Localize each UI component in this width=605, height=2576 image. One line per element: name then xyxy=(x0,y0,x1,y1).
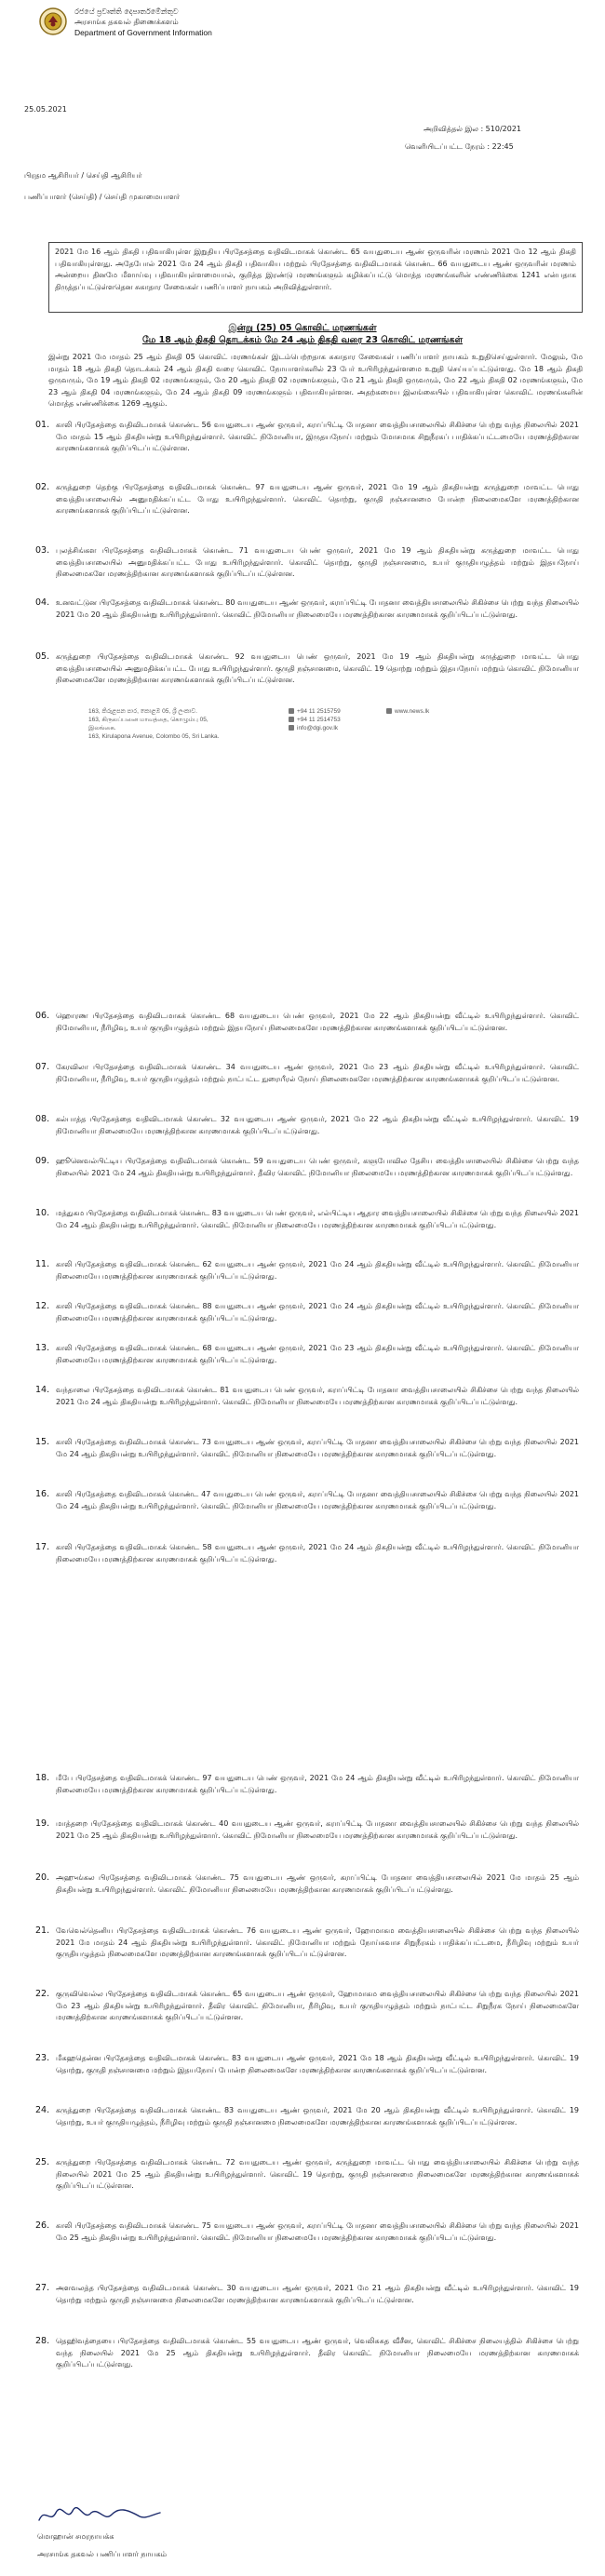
item-number: 17. xyxy=(35,1542,50,1552)
item-number: 23. xyxy=(35,2053,50,2063)
correction-notice-text: 2021 மே 16 ஆம் திகதி பதிவாகியுள்ள இறுதிய பிரதேசத்தை வதிவிடமாகக் கொண்ட 65 வயதுடைய ஆண் ஒருவரின் மரணம் 2021 மே 12 ஆம் திகதி பதிவாகியுள்ளது. அதேபோல் 2021 மே 24 ஆம் திகதி பதிவாகிய மற்றும் பிரதேசத்தை வதிவிடமாகக் கொண்ட 66 வயதுடைய ஆண் ஒருவரின் மரணம் அன்றைய தினமே மீளாய்வு பதிவாகியுள்ளமையால், குறித்த இரண்டு மரணங்களும் கழிக்கப்பட்டு மொத்த மரணங்களின் எண்ணிக்கை 1241 என்பதாக திருத்தப்பட்டுள்ளதென சுகாதார சேவைகள் பணிப்பாளர் நாயகம் அறிவித்துள்ளார். xyxy=(55,248,576,291)
item-text: வேவெல்தெனிய பிரதேசத்தை வதிவிடமாகக் கொண்ட 76 வயதுடைய ஆண் ஒருவர், ஹோமாகம வைத்தியசாலையில் சிகிச்சை பெற்று வந்த நிலையில் 2021 மே மாதம் 24 ஆம் திகதியன்று உயிரிழந்துள்ளார். கொவிட் நிமோனியா மற்றும் நோய்சுவாச சிறுநீரகம் பாதிக்கப்பட்டமை, நீரிழிவு மற்றும் உயர் குருதியழுத்தம் நிலைமைகளே மரணத்திற்கான காரணங்களாகக் குறிப்பிடப்பட்டுள்ளன. xyxy=(56,1926,579,1958)
item-number: 21. xyxy=(35,1925,50,1936)
item-text: காலி பிரதேசத்தை வதிவிடமாகக் கொண்ட 73 வயதுடைய ஆண் ஒருவர், கராப்பிட்டி போதனா வைத்தியசாலையில் சிகிச்சை பெற்று வந்த நிலையில் 2021 மே 24 ஆம் திகதியன்று உயிரிழந்துள்ளார். கொவிட் நிமோனியா நிலைமையே மரணத்திற்கான காரணமாகக் குறிப்பிடப்பட்டுள்ளது. xyxy=(56,1438,579,1458)
footer-address-tamil: 163, கிருலப்பனை மாவத்தை, கொழும்பு 05, இலங்கை. xyxy=(88,717,208,731)
item-text: காலி பிரதேசத்தை வதிவிடமாகக் கொண்ட 56 வயதுடைய ஆண் ஒருவர், கராப்பிட்டி போதனா வைத்தியசாலையில் சிகிச்சை பெற்று வந்த நிலையில் 2021 மே மாதம் 15 ஆம் திகதியன்று உயிரிழந்துள்ளார். கொவிட் நிமோனியா, இருதயநோய் மற்றும் மோசமாக சிறுநீரகப் பாதிக்கப்பட்டமையே மரணத்திற்கான காரணங்களாகக் குறிப்பிடப்பட்டுள்ளன. xyxy=(56,421,579,452)
signatory-name: மொஹான் சமரநாயக்க xyxy=(37,2532,114,2541)
heading-today-deaths: இன்று (25) 05 கொவிட் மரணங்கள் xyxy=(228,323,377,333)
item-number: 24. xyxy=(35,2105,50,2115)
item-number: 14. xyxy=(35,1385,50,1395)
item-number: 06. xyxy=(35,1011,50,1021)
item-text: மாத்தறை பிரதேசத்தை வதிவிடமாகக் கொண்ட 40 வயதுடைய ஆண் ஒருவர், கராப்பிட்டி போதனா வைத்தியசாலையில் சிகிச்சை பெற்று வந்த நிலையில் 2021 மே 25 ஆம் திகதியன்று உயிரிழந்துள்ளார். கொவிட் நிமோனியா நிலைமையே மரணத்திற்கான காரணமாகக் குறிப்பிடப்பட்டுள்ளது. xyxy=(56,1819,579,1840)
item-text: கருத்துறை பிரதேசத்தை வதிவிடமாகக் கொண்ட 83 வயதுடைய ஆண் ஒருவர், 2021 மே 20 ஆம் திகதியன்று வீட்டில் உயிரிழந்துள்ளார். கொவிட் 19 தொற்று, உயர் குருதியழுத்தம், நீரிழிவு மற்றும் குருதி நஞ்சானமை நிலைமைகளே மரணத்திற்கான காரணங்களாகக் குறிப்பிடப்பட்டுள்ளன. xyxy=(56,2106,579,2127)
item-text: மீபே பிரதேசத்தை வதிவிடமாகக் கொண்ட 97 வயதுடைய பெண் ஒருவர், 2021 மே 24 ஆம் திகதியன்று வீட்டில் உயிரிழந்துள்ளார். கொவிட் நிமோனியா நிலைமையே மரணத்திற்கான காரணமாகக் குறிப்பிடப்பட்டுள்ளது. xyxy=(56,1774,579,1794)
item-number: 09. xyxy=(35,1156,50,1166)
item-number: 01. xyxy=(35,420,50,430)
item-number: 07. xyxy=(35,1062,50,1072)
item-text: அளவலத்த பிரதேசத்தை வதிவிடமாகக் கொண்ட 30 வயதுடைய ஆண் ஒருவர், 2021 மே 21 ஆம் திகதியன்று வீட்டில் உயிரிழந்துள்ளார். கொவிட் 19 தொற்று மற்றும் குருதி நஞ்சானமை நிலைமைகளே மரணத்திற்கான காரணங்களாகக் குறிப்பிடப்பட்டுள்ளன. xyxy=(56,2284,579,2304)
item-number: 22. xyxy=(35,1989,50,1999)
item-number: 26. xyxy=(35,2220,50,2231)
item-text: குருவிவெல்ல பிரதேசத்தை வதிவிடமாகக் கொண்ட 65 வயதுடைய ஆண் ஒருவர், ஹோமாகம வைத்தியசாலையில் சிகிச்சை பெற்று வந்த நிலையில் 2021 மே 23 ஆம் திகதியன்று உயிரிழந்துள்ளார். தீவிர கொவிட் நிமோனியா, நீரிழிவு, உயர் குருதியழுத்தம் மற்றும் நாட்பட்ட சிறுநீரக நோய் நிலைமைகளே மரணத்திற்கான காரணங்களாகக் குறிப்பிடப்பட்டுள்ளன. xyxy=(56,1990,580,2021)
item-number: 20. xyxy=(35,1872,50,1883)
footer-email[interactable]: info@dgi.gov.lk xyxy=(297,725,339,731)
item-text: கல்பாத்த பிரதேசத்தை வதிவிடமாகக் கொண்ட 32 வயதுடைய ஆண் ஒருவர், 2021 மே 22 ஆம் திகதியன்று வீட்டில் உயிரிழந்துள்ளார். கொவிட் 19 நிமோனியா நிலைமையே மரணத்திற்கான காரணமாகக் குறிப்பிடப்பட்டுள்ளது. xyxy=(56,1115,579,1135)
release-date: 25.05.2021 xyxy=(24,105,67,114)
item-number: 27. xyxy=(35,2283,50,2293)
item-number: 02. xyxy=(35,482,50,492)
item-text: காலி பிரதேசத்தை வதிவிடமாகக் கொண்ட 58 வயதுடைய ஆண் ஒருவர், 2021 மே 24 ஆம் திகதியன்று வீட்டில் உயிரிழந்துள்ளார். கொவிட் நிமோனியா நிலைமையே மரணத்திற்கான காரணமாகக் குறிப்பிடப்பட்டுள்ளது. xyxy=(56,1543,579,1563)
item-text: கருத்துறை பிரதேசத்தை வதிவிடமாகக் கொண்ட 72 வயதுடைய ஆண் ஒருவர், கருத்துறை மாவட்ட பொது வைத்தியசாலையில் சிகிச்சை பெற்று வந்த நிலையில் 2021 மே 25 ஆம் திகதியன்று உயிரிழந்துள்ளார். கொவிட் 19 தொற்று, குருதி நஞ்சானமை நிலைமைகளே மரணத்திற்கான காரணங்களாகக் குறிப்பிடப்பட்டுள்ளன. xyxy=(56,2158,579,2190)
addressee-line-2: பணிப்பாளர் (செய்தி) / செய்தி முகாமையாளர் xyxy=(24,193,181,201)
release-time: வெளியிடப்பட்ட நேரம் : 22:45 xyxy=(405,142,514,151)
item-number: 12. xyxy=(35,1301,50,1311)
item-number: 10. xyxy=(35,1208,50,1218)
signature-mark xyxy=(35,2503,166,2528)
org-name-tamil: அரசாங்க தகவல் திணைக்களம் xyxy=(74,18,179,26)
email-icon xyxy=(289,725,294,731)
item-number: 18. xyxy=(35,1773,50,1783)
item-text: வந்தாலை பிரதேசத்தை வதிவிடமாகக் கொண்ட 81 வயதுடைய பெண் ஒருவர், கராப்பிட்டி போதனா வைத்தியசாலையில் சிகிச்சை பெற்று வந்த நிலையில் 2021 மே 24 ஆம் திகதியன்று உயிரிழந்துள்ளார். கொவிட் நிமோனியா நிலைமையே மரணத்திற்கான காரணமாகக் குறிப்பிடப்பட்டுள்ளது. xyxy=(56,1386,579,1406)
footer-address-english: 163, Kirulapona Avenue, Colombo 05, Sri Lanka. xyxy=(88,733,220,740)
item-text: மீகஹதென்ன பிரதேசத்தை வதிவிடமாகக் கொண்ட 83 வயதுடைய ஆண் ஒருவர், 2021 மே 18 ஆம் திகதியன்று வீட்டில் உயிரிழந்துள்ளார். கொவிட் 19 தொற்று, குருதி நஞ்சானமை மற்றும் இதயநோய் போன்ற நிலைமைகளே மரணத்திற்கான காரணங்களாகக் குறிப்பிடப்பட்டுள்ளன. xyxy=(56,2054,579,2074)
item-text: காலி பிரதேசத்தை வதிவிடமாகக் கொண்ட 75 வயதுடைய ஆண் ஒருவர், கராப்பிட்டி போதனா வைத்தியசாலையில் சிகிச்சை பெற்று வந்த நிலையில் 2021 மே 25 ஆம் திகதியன்று உயிரிழந்துள்ளார். கொவிட் நிமோனியா நிலைமையே மரணத்திற்கான காரணமாகக் குறிப்பிடப்பட்டுள்ளது. xyxy=(56,2221,579,2242)
fax-icon xyxy=(289,717,294,722)
item-text: கருத்துறை பிரதேசத்தை வதிவிடமாகக் கொண்ட 92 வயதுடைய பெண் ஒருவர், 2021 மே 19 ஆம் திகதியன்று கருத்துறை மாவட்ட பொது வைத்தியசாலையில் அனுமதிக்கப்பட்ட போது உயிரிழந்துள்ளார். குருதி நஞ்சானமை, கொவிட் 19 தொற்று மற்றும் இதயநோய் மற்றும் கொவிட் நிமோனியா நிலைமைகளே மரணத்திற்கான காரணங்களாகக் குறிப்பிடப்பட்டுள்ளன. xyxy=(56,652,579,684)
org-name-english: Department of Government Information xyxy=(74,28,212,37)
item-text: அஹுங்கல பிரதேசத்தை வதிவிடமாகக் கொண்ட 75 வயதுடைய ஆண் ஒருவர், கராப்பிட்டி போதனா வைத்தியசாலையில் 2021 மே மாதம் 25 ஆம் திகதியன்று உயிரிழந்துள்ளார். கொவிட் நிமோனியா நிலைமையே மரணத்திற்கான காரணமாகக் குறிப்பிடப்பட்டுள்ளது. xyxy=(56,1873,579,1894)
item-number: 25. xyxy=(35,2157,50,2167)
item-text: காலி பிரதேசத்தை வதிவிடமாகக் கொண்ட 68 வயதுடைய ஆண் ஒருவர், 2021 மே 23 ஆம் திகதியன்று வீட்டில் உயிரிழந்துள்ளார். கொவிட் நிமோனியா நிலைமையே மரணத்திற்கான காரணமாகக் குறிப்பிடப்பட்டுள்ளது. xyxy=(56,1344,579,1364)
item-number: 19. xyxy=(35,1818,50,1829)
item-text: ஹூனெவல்பிட்டிய பிரதேசத்தை வதிவிடமாகக் கொண்ட 59 வயதுடைய பெண் ஒருவர், களுபோவில தேசிய வைத்தியசாலையில் சிகிச்சை பெற்று வந்த நிலையில் 2021 மே 24 ஆம் திகதியன்று உயிரிழந்துள்ளார். தீவிர கொவிட் நிமோனியா நிலைமையே மரணத்திற்கான காரணமாகக் குறிப்பிடப்பட்டுள்ளது. xyxy=(56,1157,579,1177)
signatory-title: அரசாங்க தகவல் பணிப்பாளர் நாயகம் xyxy=(37,2550,168,2558)
item-text: தெஹிவத்தையை பிரதேசத்தை வதிவிடமாகக் கொண்ட 55 வயதுடைய ஆண் ஒருவர், வெலிசுசுத வீசீன, கொவிட் சிகிச்சை நிலையத்தில் சிகிச்சை பெற்று வந்த நிலையில் 2021 மே 25 ஆம் திகதியன்று உயிரிழந்துள்ளார். தீவிர கொவிட் நிமோனியா நிலைமையே மரணத்திற்கான காரணமாகக் குறிப்பிடப்பட்டுள்ளது. xyxy=(56,2337,580,2368)
item-number: 13. xyxy=(35,1343,50,1353)
government-emblem-icon xyxy=(39,7,67,35)
footer-fax: +94 11 2514753 xyxy=(297,717,341,723)
item-text: உனவட்டுன பிரதேசத்தை வதிவிடமாகக் கொண்ட 80 வயதுடைய ஆண் ஒருவர், கராப்பிட்டி போதனா வைத்தியசாலையில் சிகிச்சை பெற்று வந்த நிலையில் 2021 மே 20 ஆம் திகதியன்று உயிரிழந்துள்ளார். கொவிட் நிமோனியா நிலைமையே மரணத்திற்கான காரணமாகக் குறிப்பிடப்பட்டுள்ளது. xyxy=(56,598,579,619)
item-text: காலி பிரதேசத்தை வதிவிடமாகக் கொண்ட 88 வயதுடைய ஆண் ஒருவர், 2021 மே 24 ஆம் திகதியன்று வீட்டில் உயிரிழந்துள்ளார். கொவிட் நிமோனியா நிலைமையே மரணத்திற்கான காரணமாகக் குறிப்பிடப்பட்டுள்ளது. xyxy=(56,1302,579,1322)
item-number: 03. xyxy=(35,545,50,556)
intro-paragraph: இன்று 2021 மே மாதம் 25 ஆம் திகதி 05 கொவிட் மரணங்கள் இடம்பெற்றதாக சுகாதார சேவைகள் பணிப்பாளர் நாயகம் உறுதிசெய்துள்ளார். மேலும், மே மாதம் 18 ஆம் திகதி தொடக்கம் 24 ஆம் திகதி வரை கொவிட் நோயாளர்களில் 23 பேர் உயிரிழந்துள்ளமை உறுதி செய்யப்பட்டுள்ளது. மே 18 ஆம் திகதி ஒருவரும், மே 19 ஆம் திகதி 02 மரணங்களும், மே 20 ஆம் திகதி 02 மரணங்களும், மே 21 ஆம் திகதி ஒருவரும், மே 22 ஆம் திகதி 02 மரணங்களும், மே 23 ஆம் திகதி 04 மரணங்களும், மே 24 ஆம் திகதி 09 மரணங்களும் பதிவாகியுள்ளன. அதற்கமைய இலங்கையில் பதிவாகியுள்ள கொவிட் மரணங்களின் மொத்த எண்ணிக்கை 1269 ஆகும். xyxy=(48,353,583,408)
heading-period-deaths: மே 18 ஆம் திகதி தொடக்கம் மே 24 ஆம் திகதி வரை 23 கொவிட் மரணங்கள் xyxy=(141,335,464,345)
item-text: கேரவிலா பிரதேசத்தை வதிவிடமாகக் கொண்ட 34 வயதுடைய ஆண் ஒருவர், 2021 மே 23 ஆம் திகதியன்று வீட்டில் உயிரிழந்துள்ளார். கொவிட் நிமோனியா, நீரிழிவு, உயர் குருதியழுத்தம் மற்றும் நாட்பட்ட நுரையீரல் நோய் நிலைமைகளே மரணத்திற்கான காரணங்களாகக் குறிப்பிடப்பட்டுள்ளன. xyxy=(56,1063,579,1083)
footer-website[interactable]: www.news.lk xyxy=(395,708,430,715)
page-footer xyxy=(88,707,526,741)
item-number: 16. xyxy=(35,1489,50,1499)
correction-notice-box xyxy=(48,242,583,313)
item-text: கருத்துறை தெற்கு பிரதேசத்தை வதிவிடமாகக் கொண்ட 97 வயதுடைய ஆண் ஒருவர், 2021 மே 19 ஆம் திகதியன்று கருத்துறை மாவட்ட பொது வைத்தியசாலையில் அனுமதிக்கப்பட்ட போது உயிரிழந்துள்ளார். கொவிட் தொற்று, குருதி நஞ்சானமை போன்ற நிலைமைகளே மரணத்திற்கான காரணங்களாகக் குறிப்பிடப்பட்டுள்ளன. xyxy=(56,483,579,515)
footer-address-sinhala: 163, කිරුළපන පාර, කොළඹ 05, ශ්‍රී ලංකාව. xyxy=(88,708,197,715)
item-text: மத்துகம பிரதேசத்தை வதிவிடமாகக் கொண்ட 83 வயதுடைய பெண் ஒருவர், எல்பிட்டிய ஆதார வைத்தியசாலையில் சிகிச்சை பெற்று வந்த நிலையில் 2021 மே 24 ஆம் திகதியன்று உயிரிழந்துள்ளார். கொவிட் நிமோனியா நிலைமையே மரணத்திற்கான காரணமாகக் குறிப்பிடப்பட்டுள்ளது. xyxy=(56,1209,579,1229)
footer-tel: +94 11 2515759 xyxy=(297,708,341,715)
item-number: 28. xyxy=(35,2336,50,2346)
item-text: காலி பிரதேசத்தை வதிவிடமாகக் கொண்ட 62 வயதுடைய ஆண் ஒருவர், 2021 மே 24 ஆம் திகதியன்று வீட்டில் உயிரிழந்துள்ளார். கொவிட் நிமோனியா நிலைமையே மரணத்திற்கான காரணமாகக் குறிப்பிடப்பட்டுள்ளது. xyxy=(56,1260,579,1281)
org-name-sinhala: රජයේ ප්‍රවෘත්ති දෙපාර්තමේන්තුව xyxy=(74,7,179,16)
phone-icon xyxy=(289,708,294,714)
item-number: 08. xyxy=(35,1114,50,1124)
item-number: 11. xyxy=(35,1259,50,1269)
addressee-line-1: பிரதம ஆசிரியர் / செய்தி ஆசிரியர் xyxy=(24,171,142,180)
release-number: அறிவித்தல் இல : 510/2021 xyxy=(424,125,522,133)
item-text: புலத்சிங்கள பிரதேசத்தை வதிவிடமாகக் கொண்ட 71 வயதுடைய பெண் ஒருவர், 2021 மே 19 ஆம் திகதியன்று கருத்துறை மாவட்ட பொது வைத்தியசாலையில் அனுமதிக்கப்பட்ட போது உயிரிழந்துள்ளார். கொவிட் தொற்று, குருதி நஞ்சானமை, உயர் குருதியழுத்தம் மற்றும் இதயநோய் நிலைமைகளே மரணத்திற்கான காரணங்களாகக் குறிப்பிடப்பட்டுள்ளன. xyxy=(56,546,579,578)
item-number: 04. xyxy=(35,597,50,608)
item-text: ஹொரண பிரதேசத்தை வதிவிடமாகக் கொண்ட 68 வயதுடைய பெண் ஒருவர், 2021 மே 22 ஆம் திகதியன்று வீட்டில் உயிரிழந்துள்ளார். கொவிட் நிமோனியா, நீரிழிவு, உயர் குருதியழுத்தம் மற்றும் இதயநோய் நிலைமைகளே மரணத்திற்கான காரணங்களாகக் குறிப்பிடப்பட்டுள்ளன. xyxy=(56,1012,579,1032)
item-text: காலி பிரதேசத்தை வதிவிடமாகக் கொண்ட 47 வயதுடைய பெண் ஒருவர், கராப்பிட்டி போதனா வைத்தியசாலையில் சிகிச்சை பெற்று வந்த நிலையில் 2021 மே 24 ஆம் திகதியன்று உயிரிழந்துள்ளார். கொவிட் நிமோனியா நிலைமையே மரணத்திற்கான காரணமாகக் குறிப்பிடப்பட்டுள்ளது. xyxy=(56,1490,579,1510)
item-number: 05. xyxy=(35,651,50,662)
web-icon xyxy=(386,708,392,714)
item-number: 15. xyxy=(35,1437,50,1447)
